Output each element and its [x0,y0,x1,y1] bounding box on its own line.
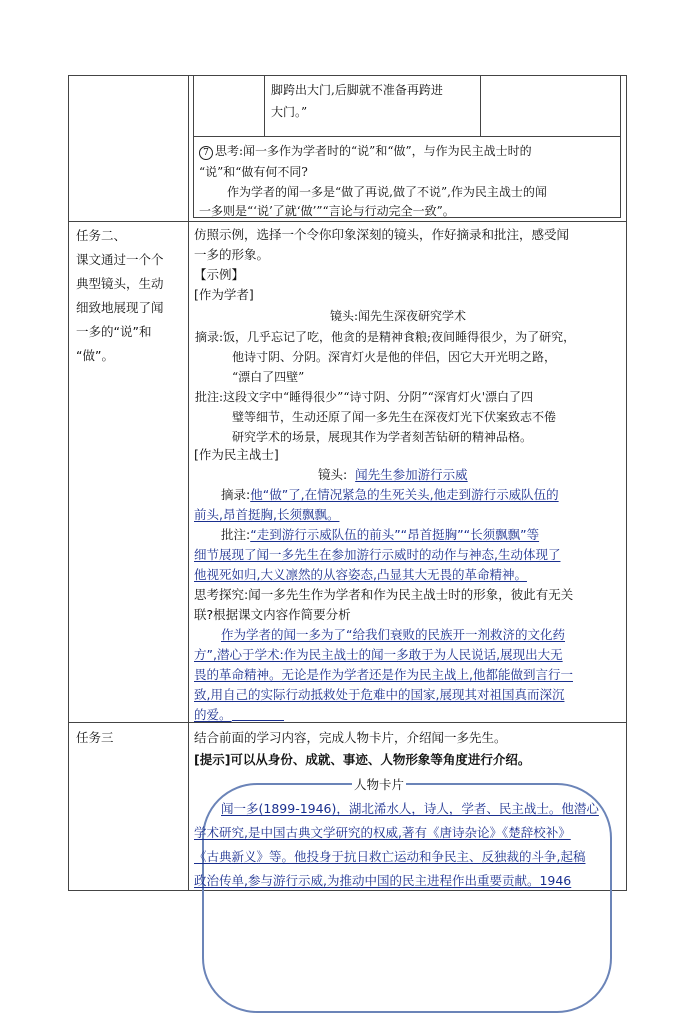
card-line-2: 学术研究,是中国古典文学研究的权威,著有《唐诗杂论》《楚辞校补》 [194,825,571,840]
note-2-line-3: 他视死如归,大义凛然的从容姿态,凸显其大无畏的革命精神。 [194,567,527,582]
excerpt-1-line-3: “漂白了四壁” [232,370,305,384]
excerpt-1-line-1: 摘录:饭，几乎忘记了吃，他贪的是精神食粮;夜间睡得很少，为了研究， [195,330,576,344]
shot-2-label: 镜头: [318,467,348,482]
answer-line-3: 畏的革命精神。无论是作为学者还是作为民主战上,他都能做到言行一 [194,667,573,682]
card-line-1: 闻一多(1899-1946)，湖北浠水人，诗人，学者、民主战士。他潜心 [221,801,599,816]
shot-1-title: 镜头:闻先生深夜研究学术 [330,309,467,323]
task3-label: 任务三 [76,730,114,745]
think-answer-line-2: 一多则是“‘说’了就‘做’”“言论与行动完全一致”。 [199,204,455,218]
row-divider-1 [68,221,627,222]
task2-instruction-line-1: 仿照示例，选择一个令你印象深刻的镜头，作好摘录和批注，感受闻 [194,227,570,242]
task2-label-line: 任务二、 [76,228,127,243]
think-answer-line-1: 作为学者的闻一多是“做了再说,做了不说”,作为民主战士的闻 [227,185,547,199]
excerpt-1-line-2: 他诗寸阴、分阴。深宵灯火是他的伴侣，因它大开光明之路， [232,350,557,364]
answer-line-2: 方”,潜心于学术:作为民主战士的闻一多敢于为人民说话,展现出大无 [194,647,563,662]
answer-line-5: 的爱。 [194,707,232,722]
card-line-3: 《古典新义》等。他投身于抗日救亡运动和争民主、反独裁的斗争,起稿 [194,849,586,864]
inner-cell-divider-b [480,75,481,136]
think-question-line-1: 7 思考:闻一多作为学者时的“说”和“做”，与作为民主战士时的 [199,141,532,161]
shot-2-text: 闻先生参加游行示威 [355,467,468,482]
inner-table-mid [193,136,621,137]
shot-2-title [318,465,468,485]
inner-table-left [193,75,194,218]
note-1-line-1: 批注:这段文字中“睡得很少”“诗寸阴、分阴”“深宵灯火'漂白了四 [195,390,534,404]
inner-cell-divider-a [264,75,265,136]
row-divider-2 [68,722,627,723]
explore-line-1: 思考探究:闻一多先生作为学者和作为民主战士时的形象，彼此有无关 [194,587,574,602]
task3-instruction: 结合前面的学习内容，完成人物卡片，介绍闻一多先生。 [194,730,507,745]
table-right-border [626,75,627,891]
note-2-line-2: 细节展现了闻一多先生在参加游行示威时的动作与神态,生动体现了 [194,547,561,562]
task2-label-line: 课文通过一个个 [76,252,164,267]
quote-line-2: 大门。” [271,105,308,119]
task2-instruction-line-2: 一多的形象。 [194,247,270,262]
task2-label-line: 一多的“说”和 [76,324,152,339]
task2-label-line: 典型镜头，生动 [76,276,164,291]
answer-line-1: 作为学者的闻一多为了“给我们衰败的民族开一剂救济的文化药 [221,627,565,642]
think-question-line-2: “说”和“做有何不同? [199,165,308,179]
note-1-line-2: 璧等细节，生动还原了闻一多先生在深夜灯光下伏案致志不倦 [232,410,557,424]
table-left-border [68,75,69,891]
task2-label-line: “做”。 [76,348,114,363]
fighter-tag: [作为民主战士] [194,447,279,462]
table-top-border [68,75,627,76]
example-tag: 【示例】 [194,267,245,282]
excerpt-2-line-1: 摘录:他“做”了,在情况紧急的生死关头,他走到游行示威队伍的 [221,487,559,502]
note-2-line-1: 批注:“走到游行示威队伍的前头”“昂首挺胸”“长须飘飘”等 [221,527,540,542]
quote-line-1: 脚跨出大门,后脚就不准备再跨进 [271,83,443,97]
inner-table-right [620,75,621,218]
excerpt-2-line-2: 前头,昂首挺胸,长须飘飘。 [194,507,340,522]
explore-line-2: 联?根据课文内容作简要分析 [194,607,351,622]
card-title: 人物卡片 [352,775,406,795]
answer-line-4: 致,用自己的实际行动抵救处于危难中的国家,展现其对祖国真而深沉 [194,687,565,702]
task3-hint: [提示]可以从身份、成就、事迹、人物形象等角度进行介绍。 [194,752,531,767]
scholar-tag: [作为学者] [194,287,254,302]
note-1-line-3: 研究学术的场景，展现其作为学者刻苦钻研的精神品格。 [232,430,533,444]
column-divider [188,75,189,891]
answer-underline-tail [232,720,284,721]
circled-number: 7 [199,146,213,160]
card-line-4: 政治传单,参与游行示威,为推动中国的民主进程作出重要贡献。1946 [194,873,572,888]
task2-label-line: 细致地展现了闻 [76,300,164,315]
